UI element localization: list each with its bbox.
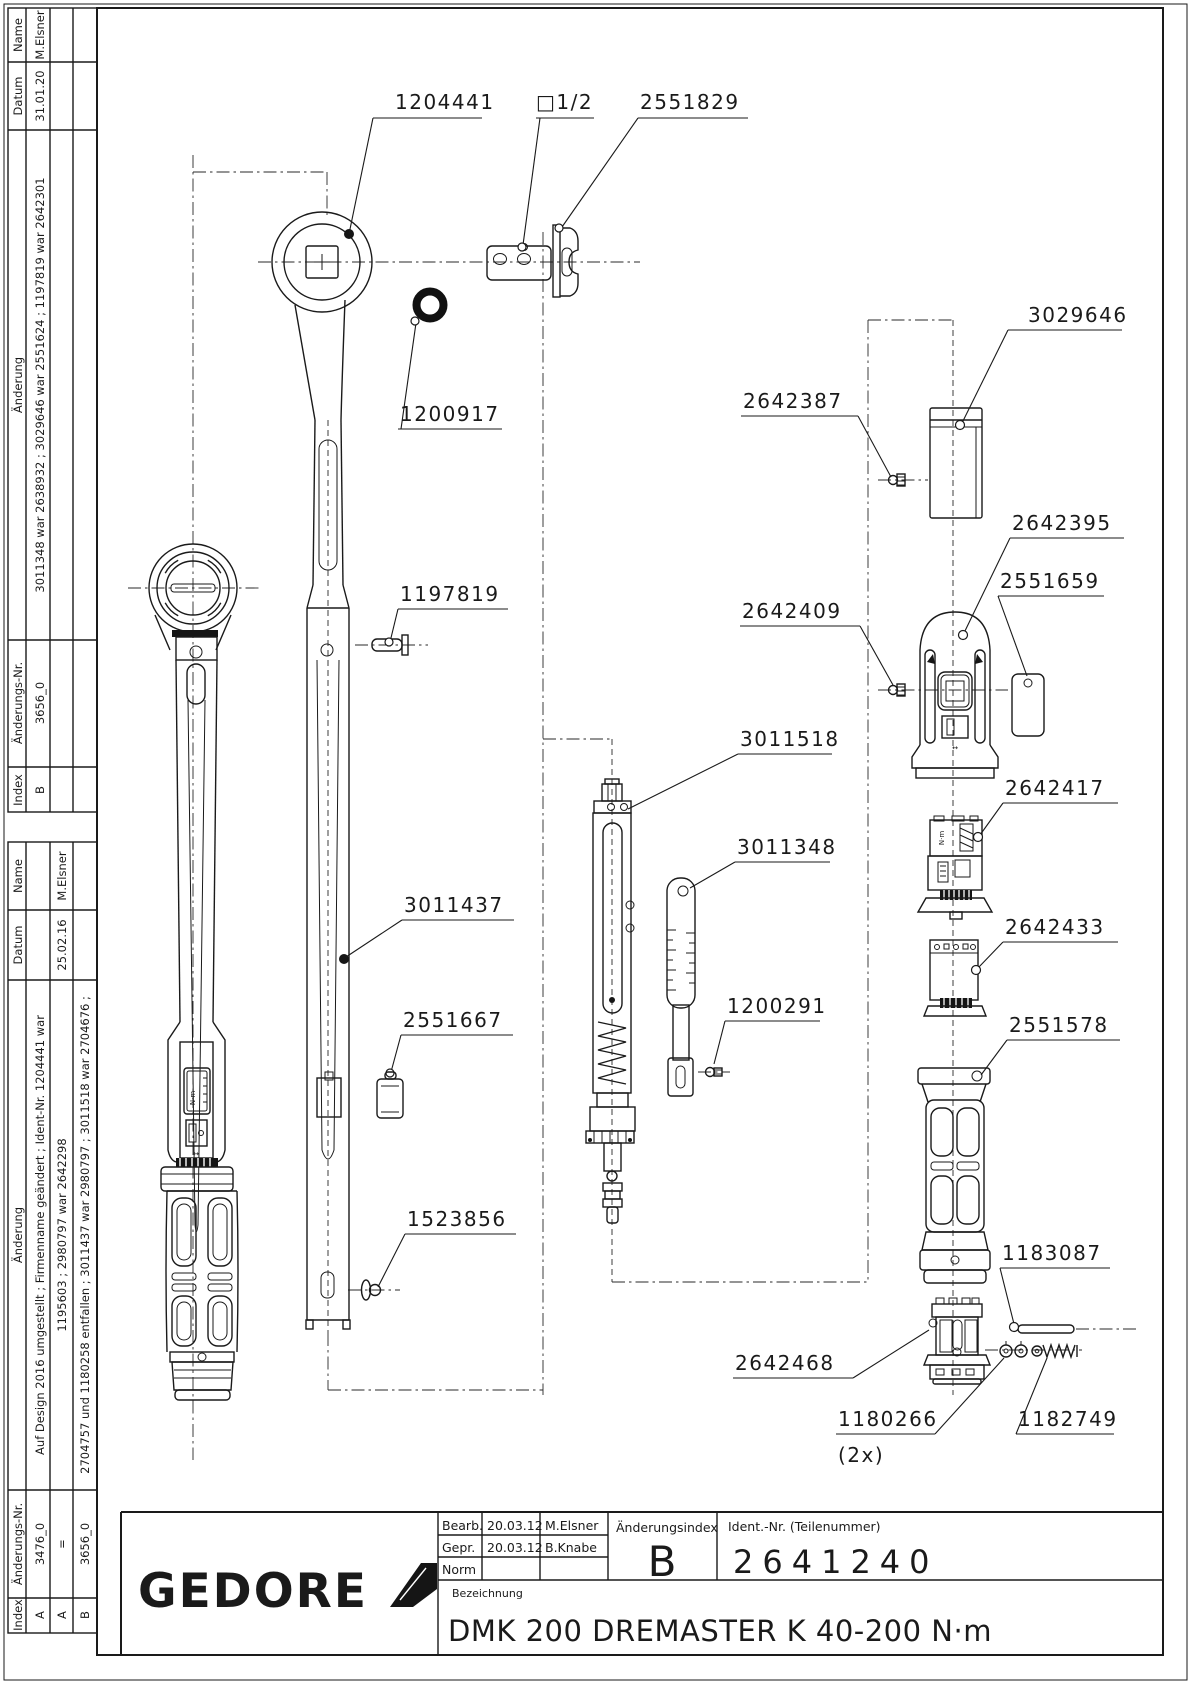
- part-number-text: 1204441: [395, 90, 495, 114]
- rev2-row2-name: M.Elsner: [55, 851, 69, 901]
- bezeichnung-value: DMK 200 DREMASTER K 40-200 N·m: [448, 1614, 992, 1648]
- part-number-text: 2551829: [640, 90, 740, 114]
- o-ring-1200917: [417, 292, 444, 319]
- insert-nm-text: N·m: [938, 830, 946, 846]
- rev1-header-datum: Datum: [11, 76, 25, 116]
- rev2-header-nr: Änderungs-Nr.: [11, 1502, 25, 1586]
- part-number-text: 1180266: [838, 1407, 938, 1431]
- rev2-row3-nr: 3656_0: [78, 1522, 92, 1566]
- part-label-2551578: [981, 1013, 1120, 1075]
- aenderungsindex-value: B: [647, 1537, 677, 1586]
- part-label-3011437: [346, 893, 514, 957]
- end-cap-2642468: [924, 1298, 990, 1384]
- button-2551667: [377, 1072, 403, 1118]
- spacer-2642433: [924, 940, 986, 1016]
- part-label-1197819: [385, 582, 508, 646]
- norm-label: Norm: [442, 1562, 477, 1577]
- bezeichnung-label: Bezeichnung: [452, 1587, 523, 1600]
- part-label-2551667: [386, 1008, 513, 1077]
- rev2-row2-index: A: [55, 1611, 69, 1619]
- part-number-text: 1197819: [400, 582, 500, 606]
- part-label-1204441: [349, 90, 495, 234]
- part-label-3011348: [690, 835, 837, 888]
- balls-1180266: [1000, 1341, 1027, 1357]
- pin-1183087: [1018, 1325, 1074, 1333]
- rev1-header-index: Index: [11, 774, 25, 806]
- part-number-text: □1/2: [536, 90, 594, 114]
- part-number-text: 2642409: [742, 599, 842, 623]
- part-label-3011518: [628, 727, 840, 809]
- part-label-1183087: [1000, 1241, 1110, 1332]
- part-number-text: 2642468: [735, 1351, 835, 1375]
- rev1-nr: 3656_0: [33, 681, 47, 725]
- wrench-side-view: [272, 212, 372, 1329]
- part-label-2642468: [733, 1330, 929, 1378]
- rev2-row2-datum: 25.02.16: [55, 919, 69, 971]
- rev1-header-name: Name: [11, 18, 25, 52]
- part-number-text: 2551659: [1000, 569, 1100, 593]
- rev2-row2-aenderung: 1195603 ; 2980797 war 2642298: [55, 1138, 69, 1332]
- part-label-1523856: [378, 1207, 516, 1287]
- spring-1182749: [1032, 1345, 1077, 1357]
- scale-strip-3011348: [667, 878, 695, 1096]
- part-label-1200917: [398, 317, 502, 429]
- quantity-text: (2x): [838, 1443, 885, 1467]
- part-label-1180266: [836, 1358, 1004, 1467]
- part-number-text: 1200291: [727, 994, 827, 1018]
- gedore-logo-text: GEDORE: [138, 1564, 368, 1619]
- rev1-datum: 31.01.20: [33, 70, 47, 122]
- part-label-2551659: [998, 569, 1104, 676]
- part-label-2642417: [974, 776, 1119, 842]
- rev2-row1-nr: 3476_0: [33, 1522, 47, 1566]
- part-number-text: 1182749: [1018, 1407, 1118, 1431]
- revision-table-top: [8, 8, 97, 812]
- grip-2551578: [918, 1068, 990, 1283]
- part-number-text: 1200917: [400, 402, 500, 426]
- front-arrow-symbol: ↔: [193, 1150, 199, 1158]
- ident-nr-value: 2641240: [733, 1543, 939, 1581]
- rev2-header-datum: Datum: [11, 925, 25, 965]
- rev2-row2-nr: =: [55, 1539, 69, 1549]
- gedore-flag-icon: [390, 1563, 437, 1607]
- aenderungsindex-label: Änderungsindex: [616, 1520, 718, 1535]
- part-number-text: 2642395: [1012, 511, 1112, 535]
- part-label-2642409: [740, 599, 893, 685]
- rev2-header-index: Index: [11, 1599, 25, 1631]
- rev2-row1-index: A: [33, 1611, 47, 1619]
- part-number-text: 3011348: [737, 835, 837, 859]
- mechanism-3011518: [586, 779, 635, 1223]
- part-number-text: 3011518: [740, 727, 840, 751]
- part-number-text: 2642417: [1005, 776, 1105, 800]
- part-number-text: 1183087: [1002, 1241, 1102, 1265]
- rev2-header-name: Name: [11, 859, 25, 893]
- rev1-header-nr: Änderungs-Nr.: [11, 661, 25, 745]
- end-fitting-2551829: [553, 225, 578, 297]
- rev2-row1-aenderung: Auf Design 2016 umgestellt ; Firmenname geändert ; Ident-Nr. 1204441 war: [33, 1015, 47, 1455]
- rev1-name: M.Elsner: [33, 10, 47, 60]
- bearb-name: M.Elsner: [545, 1518, 599, 1533]
- part-label-2642433: [972, 915, 1119, 975]
- rev1-header-aenderung: Änderung: [11, 356, 25, 414]
- front-window-nm-text: N·m: [189, 1090, 197, 1106]
- title-block: [121, 1512, 1163, 1655]
- housing-arrow-symbol: ↔: [952, 744, 958, 752]
- wrench-front-view: [149, 544, 238, 1400]
- gepr-label: Gepr.: [442, 1540, 476, 1555]
- part-label-1200291: [714, 994, 827, 1064]
- rev2-header-aenderung: Änderung: [11, 1206, 25, 1264]
- rev2-row3-aenderung: 2704757 und 1180258 entfallen ; 3011437 war 2980797 ; 3011518 war 2704676 ;: [78, 996, 92, 1474]
- centerlines: [128, 155, 1140, 1460]
- part-number-text: 3029646: [1028, 303, 1128, 327]
- rev2-row3-index: B: [78, 1611, 92, 1619]
- rev1-index: B: [33, 786, 47, 794]
- part-number-text: 3011437: [404, 893, 504, 917]
- bearb-date: 20.03.12: [487, 1518, 543, 1533]
- sheet-frame: [4, 4, 1187, 1680]
- head-housing-2642395: [912, 612, 998, 778]
- tag-2551659: [1012, 674, 1044, 736]
- rev1-aenderung: 3011348 war 2638932 ; 3029646 war 2551624 ; 1197819 war 2642301: [33, 177, 47, 593]
- window-insert-2642417: [918, 816, 992, 919]
- revision-table-bottom: [8, 842, 97, 1633]
- part-number-text: 2642387: [743, 389, 843, 413]
- part-number-text: 1523856: [407, 1207, 507, 1231]
- gepr-date: 20.03.12: [487, 1540, 543, 1555]
- gepr-name: B.Knabe: [545, 1540, 597, 1555]
- part-number-text: 2551578: [1009, 1013, 1109, 1037]
- part-label-1182749: [1016, 1358, 1118, 1434]
- bearb-label: Bearb.: [442, 1518, 483, 1533]
- part-number-text: 2642433: [1005, 915, 1105, 939]
- ident-nr-label: Ident.-Nr. (Teilenummer): [728, 1519, 881, 1534]
- part-label-2642387: [741, 389, 891, 477]
- part-number-text: 2551667: [403, 1008, 503, 1032]
